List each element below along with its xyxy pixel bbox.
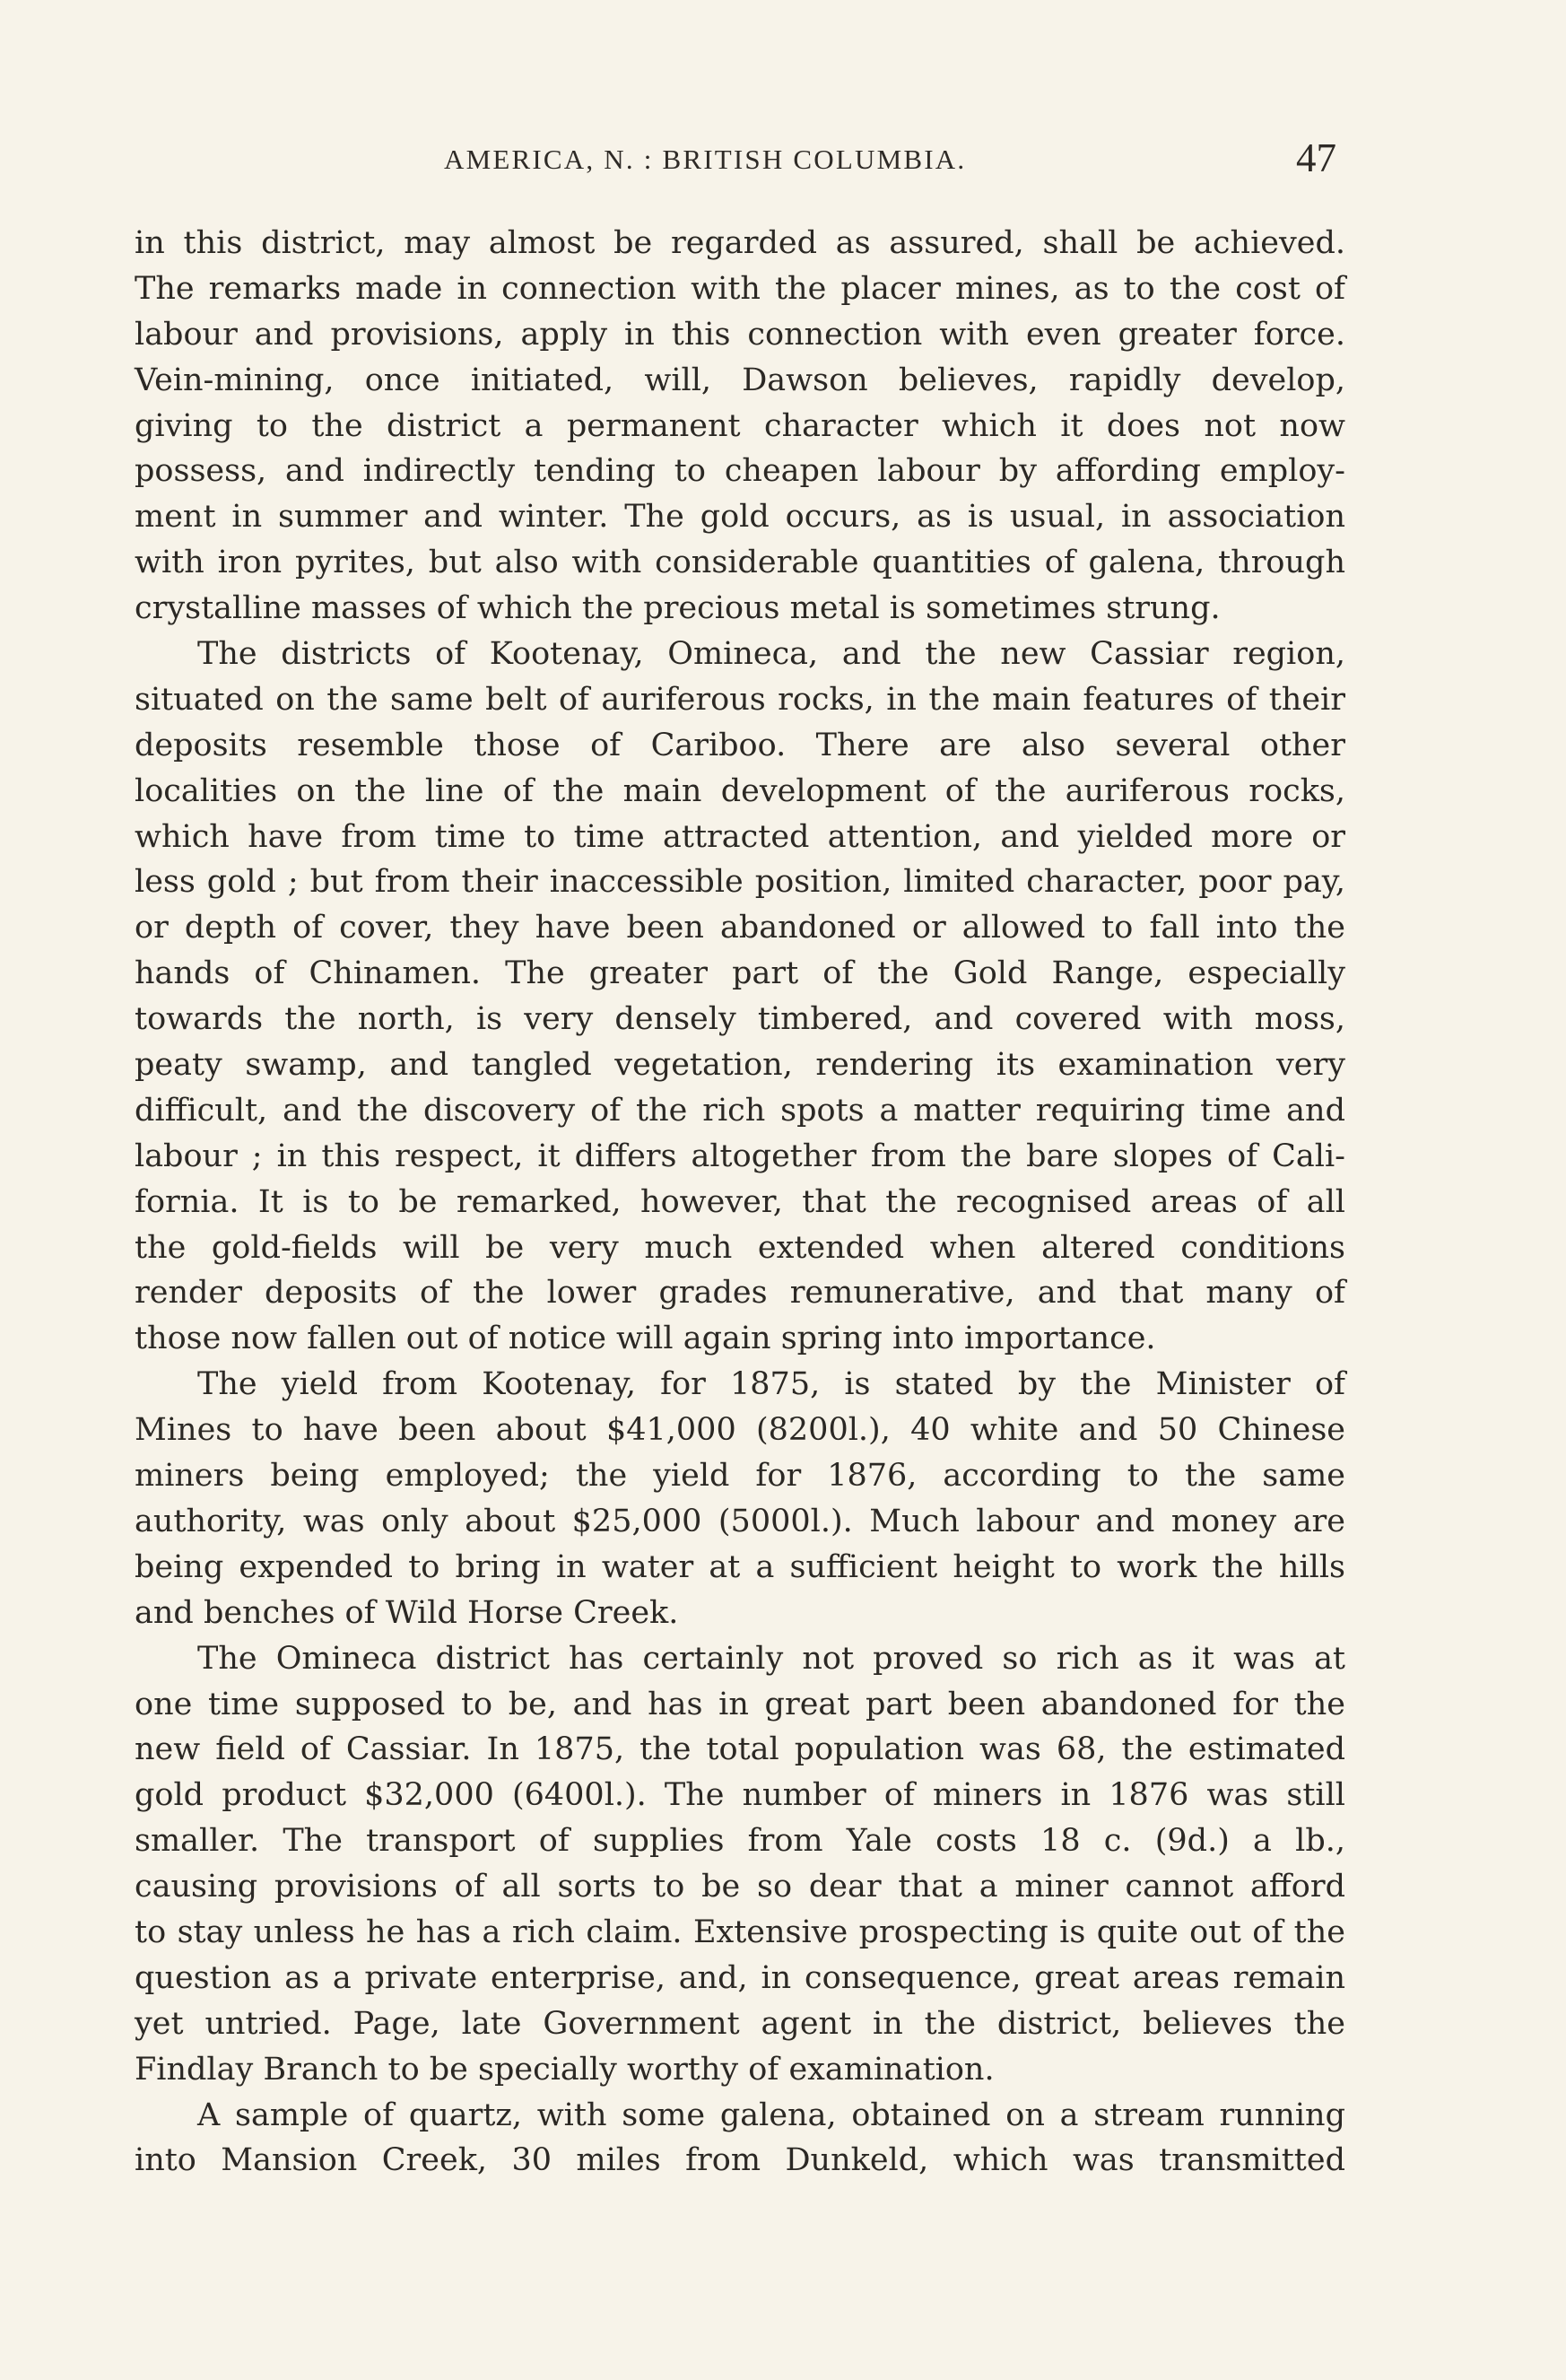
text-line: labour ; in this respect, it differs altogether from the bare slopes of Cali- (135, 1138, 1345, 1174)
text-line: and benches of Wild Horse Creek. (135, 1594, 679, 1631)
text-line: deposits resemble those of Cariboo. There are also several other (135, 727, 1345, 763)
text-line: render deposits of the lower grades remunerative, and that many of (135, 1275, 1345, 1312)
text-line: causing provisions of all sorts to be so dear that a miner cannot afford (135, 1869, 1345, 1905)
text-line: labour and provisions, apply in this connection with even greater force. (135, 316, 1345, 353)
text-line: smaller. The transport of supplies from Yale costs 18 c. (9d.) a lb., (135, 1823, 1345, 1860)
text-line: those now fallen out of notice will again spring into importance. (135, 1321, 1156, 1357)
text-line: new field of Cassiar. In 1875, the total population was 68, the estimated (135, 1731, 1345, 1768)
text-line: Findlay Branch to be specially worthy of examination. (135, 2051, 995, 2088)
body-text (135, 221, 1345, 2184)
text-line: The districts of Kootenay, Omineca, and the new Cassiar region, (197, 636, 1345, 673)
text-line: localities on the line of the main development of the auriferous rocks, (135, 772, 1345, 809)
text-line: Vein-mining, once initiated, will, Dawson believes, rapidly develop, (135, 362, 1345, 398)
text-line: Mines to have been about $41,000 (8200l.), 40 white and 50 Chinese (135, 1412, 1345, 1449)
text-line: The Omineca district has certainly not proved so rich as it was at (197, 1640, 1345, 1677)
text-line: with iron pyrites, but also with considerable quantities of galena, through (135, 545, 1345, 581)
text-line: A sample of quartz, with some galena, obtained on a stream running (197, 2097, 1345, 2133)
page-number: 47 (1296, 135, 1336, 180)
text-line: one time supposed to be, and has in great part been abandoned for the (135, 1686, 1345, 1722)
text-line: to stay unless he has a rich claim. Extensive prospecting is quite out of the (135, 1914, 1345, 1950)
text-line: yet untried. Page, late Government agent in the district, believes the (135, 2005, 1345, 2042)
text-line: question as a private enterprise, and, in consequence, great areas remain (135, 1959, 1345, 1996)
text-line: gold product $32,000 (6400l.). The number of miners in 1876 was still (135, 1777, 1345, 1814)
text-line: giving to the district a permanent character which it does not now (135, 407, 1345, 444)
text-line: or depth of cover, they have been abandoned or allowed to fall into the (135, 910, 1345, 946)
text-line: The yield from Kootenay, for 1875, is stated by the Minister of (197, 1366, 1345, 1403)
text-line: crystalline masses of which the precious metal is sometimes strung. (135, 590, 1221, 627)
text-line: ment in summer and winter. The gold occurs, as is usual, in association (135, 499, 1345, 536)
text-line: authority, was only about $25,000 (5000l.). Much labour and money are (135, 1503, 1345, 1539)
text-line: miners being employed; the yield for 1876, according to the same (135, 1458, 1345, 1495)
text-line: in this district, may almost be regarded as assured, shall be achieved. (135, 225, 1345, 261)
text-line: towards the north, is very densely timbered, and covered with moss, (135, 1001, 1345, 1038)
running-head: AMERICA, N. : BRITISH COLUMBIA. (444, 144, 967, 175)
text-line: less gold ; but from their inaccessible position, limited character, poor pay, (135, 864, 1345, 901)
text-line: fornia. It is to be remarked, however, that the recognised areas of all (135, 1183, 1345, 1220)
text-line: difficult, and the discovery of the rich spots a matter requiring time and (135, 1092, 1345, 1129)
text-line: peaty swamp, and tangled vegetation, rendering its examination very (135, 1047, 1345, 1084)
text-line: hands of Chinamen. The greater part of the Gold Range, especially (135, 955, 1345, 992)
text-line: into Mansion Creek, 30 miles from Dunkeld, which was transmitted (135, 2142, 1345, 2179)
text-line: which have from time to time attracted attention, and yielded more or (135, 818, 1345, 855)
text-line: The remarks made in connection with the placer mines, as to the cost of (135, 270, 1345, 307)
text-line: possess, and indirectly tending to cheapen labour by affording employ- (135, 453, 1345, 490)
text-line: being expended to bring in water at a sufficient height to work the hills (135, 1548, 1345, 1585)
text-line: the gold-fields will be very much extended when altered conditions (135, 1229, 1345, 1266)
text-line: situated on the same belt of auriferous rocks, in the main features of their (135, 681, 1345, 718)
